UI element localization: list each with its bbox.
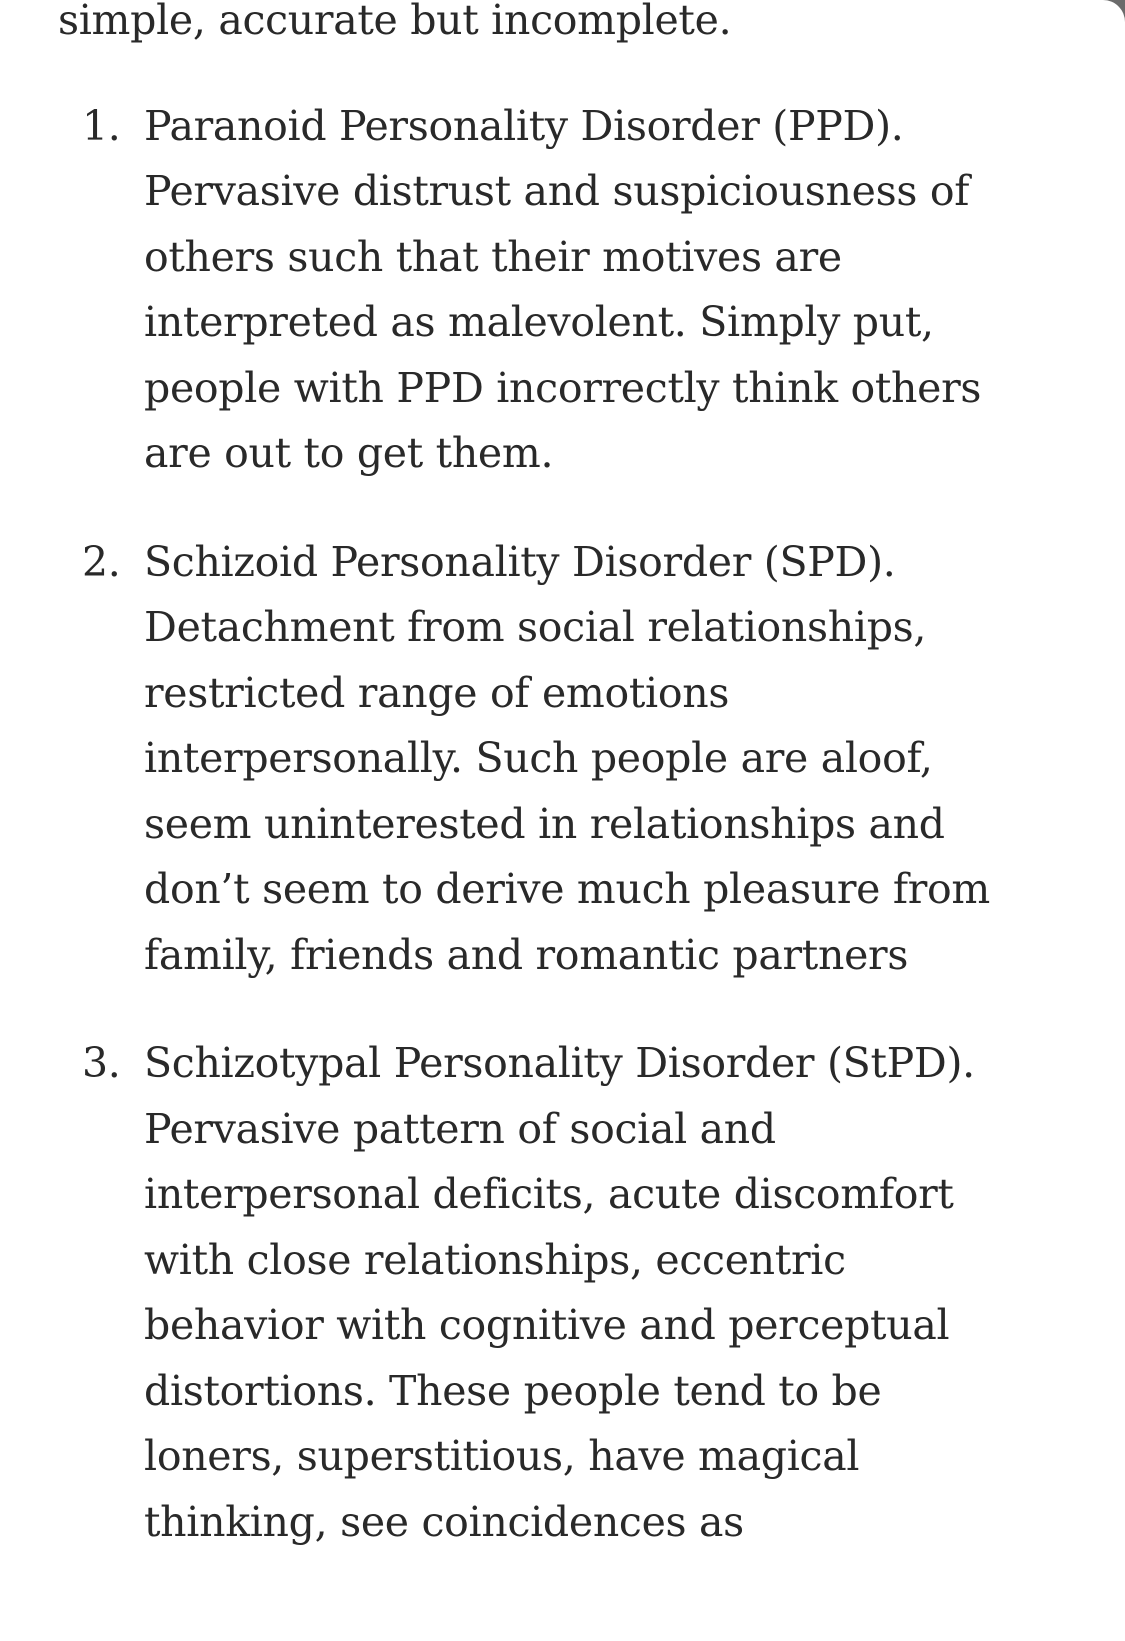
lead-paragraph: simple, accurate but incomplete.	[58, 0, 732, 44]
list-item-number: 2.	[82, 537, 121, 586]
article-body	[58, 0, 1068, 1598]
list-item-text: Schizoid Personality Disorder (SPD). Detachment from social relationships, restricted range of emotions interpersonally. Such people are aloof, seem uninterested in relationships and don’t seem to derive much pleasure from family, friends and romantic partners	[144, 537, 990, 979]
list-item-number: 3.	[82, 1039, 121, 1087]
personality-disorder-list	[58, 94, 1068, 1556]
list-item-text: Schizotypal Personality Disorder (StPD). Pervasive pattern of social and interpersonal deficits, acute discomfort with close relationships, eccentric behavior with cognitive and perceptual distortions. These people tend to be loners, superstitious, have magical thinking, see coincidences as	[144, 1039, 975, 1546]
list-item	[58, 94, 1024, 487]
list-item-text: Paranoid Personality Disorder (PPD). Pervasive distrust and suspiciousness of others such that their motives are interpreted as malevolent. Simply put, people with PPD incorrectly think others are out to get them.	[144, 101, 982, 477]
list-item	[58, 1031, 1024, 1555]
list-item-number: 1.	[82, 101, 121, 150]
list-item	[58, 530, 1024, 989]
